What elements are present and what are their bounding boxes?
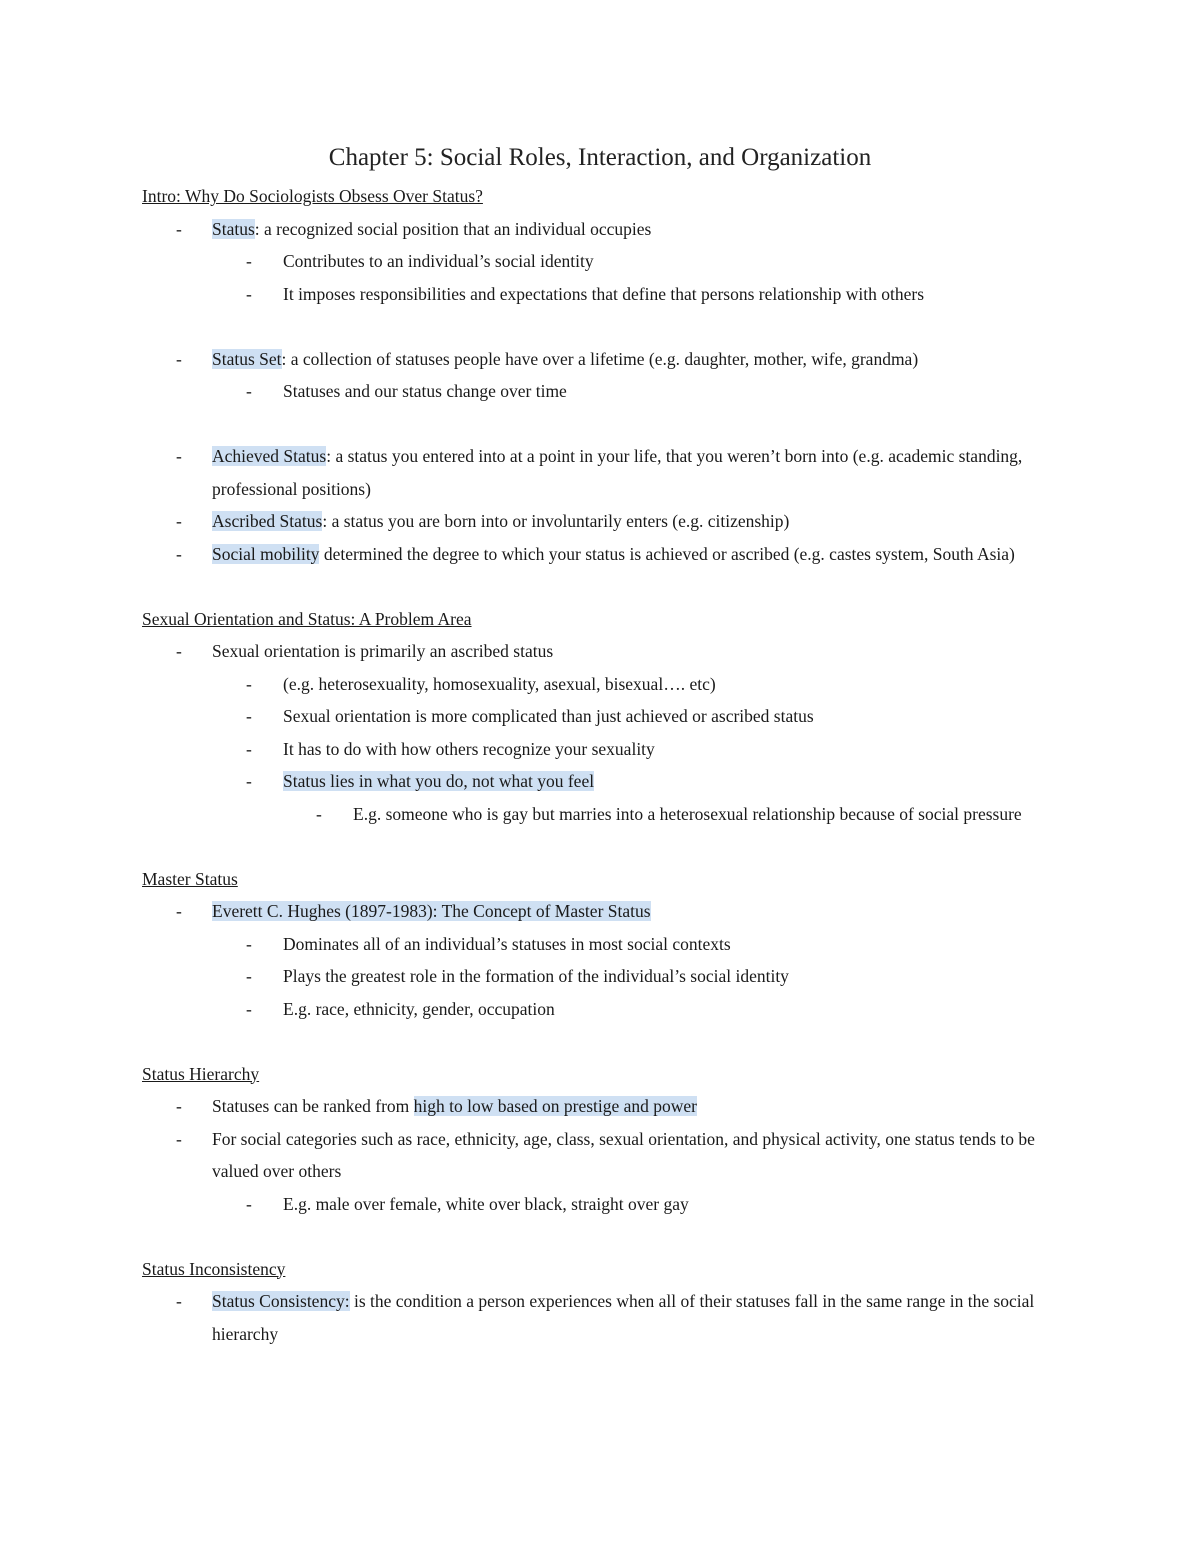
bullet-dash: - (246, 933, 252, 954)
bullet-dash: - (246, 706, 252, 726)
list-item-text: Statuses and our status change over time (283, 381, 567, 401)
list-item (142, 733, 1072, 766)
bullet-dash: - (246, 738, 252, 759)
list-item-achieved-status (142, 440, 1072, 505)
list-item (142, 278, 1072, 311)
list-item-text: It imposes responsibilities and expectations that define that persons relationship with others (283, 283, 925, 304)
list-item-text: It has to do with how others recognize your sexuality (283, 738, 655, 759)
bullet-dash: - (176, 1128, 182, 1149)
bullet-dash: - (246, 998, 252, 1019)
list-item-text: Plays the greatest role in the formation of the individual’s social identity (283, 966, 789, 986)
bullet-dash: - (176, 511, 182, 531)
list-item-text: Dominates all of an individual’s statuses in most social contexts (283, 933, 731, 954)
highlighted-text: high to low based on prestige and power (413, 1096, 698, 1116)
highlighted-term: Achieved Status (212, 446, 327, 466)
list-item (142, 798, 1072, 831)
bullet-dash: - (246, 673, 252, 694)
bullet-dash: - (246, 251, 252, 271)
list-item (142, 960, 1072, 993)
list-item-social-mobility (142, 538, 1072, 571)
definition-text: : a collection of statuses people have over a lifetime (e.g. daughter, mother, wife, grandma) (281, 348, 919, 369)
list-item (142, 635, 1072, 668)
document-body (142, 180, 1072, 1350)
section-heading-intro: Intro: Why Do Sociologists Obsess Over Status? (142, 186, 483, 206)
list-item-text: (e.g. heterosexuality, homosexuality, asexual, bisexual…. etc) (283, 673, 716, 694)
definition-text: : a recognized social position that an individual occupies (254, 218, 652, 239)
highlighted-text: Everett C. Hughes (1897-1983): The Concept of Master Status (212, 901, 651, 921)
bullet-dash: - (176, 901, 182, 921)
bullet-dash: - (316, 803, 322, 824)
list-item-text: For social categories such as race, ethnicity, age, class, sexual orientation, and physical activity, one status tends to be valued over others (212, 1128, 1035, 1181)
bullet-dash: - (246, 283, 252, 304)
bullet-dash: - (176, 543, 182, 564)
bullet-dash: - (176, 348, 182, 369)
highlighted-term: Status Set (212, 348, 282, 369)
list-item (142, 993, 1072, 1026)
bullet-dash: - (176, 218, 182, 239)
section-heading-status-inconsistency: Status Inconsistency (142, 1258, 286, 1279)
list-item (142, 1188, 1072, 1221)
section-heading-orientation: Sexual Orientation and Status: A Problem Area (142, 608, 472, 629)
list-item (142, 765, 1072, 798)
list-item (142, 245, 1072, 278)
list-item-text: Sexual orientation is more complicated than just achieved or ascribed status (283, 706, 814, 726)
list-item (142, 895, 1072, 928)
section-heading-status-hierarchy: Status Hierarchy (142, 1063, 260, 1084)
bullet-dash: - (176, 1291, 182, 1311)
list-item-ascribed-status (142, 505, 1072, 538)
list-item-status-consistency (142, 1285, 1072, 1350)
definition-text: : a status you are born into or involuntarily enters (e.g. citizenship) (322, 511, 790, 531)
bullet-dash: - (246, 1193, 252, 1214)
bullet-dash: - (246, 771, 252, 791)
highlighted-text: Status lies in what you do, not what you feel (283, 771, 595, 791)
highlighted-term: Ascribed Status (212, 511, 323, 531)
list-item-text: Contributes to an individual’s social identity (283, 251, 594, 271)
list-item (142, 928, 1072, 961)
highlighted-term: Status Consistency: (212, 1291, 350, 1311)
list-item-status-set (142, 343, 1072, 376)
bullet-dash: - (246, 966, 252, 986)
list-item-text: Statuses can be ranked from (212, 1096, 414, 1116)
definition-text: is the condition a person experiences when all of their statuses fall in the same range in the social hierarchy (212, 1291, 1035, 1344)
definition-text: determined the degree to which your status is achieved or ascribed (e.g. castes system, South Asia) (319, 543, 1015, 564)
highlighted-term: Status (212, 218, 255, 239)
list-item (142, 1123, 1072, 1188)
list-item (142, 668, 1072, 701)
list-item-text: E.g. male over female, white over black, straight over gay (283, 1193, 689, 1214)
bullet-dash: - (246, 381, 252, 401)
bullet-dash: - (176, 446, 182, 466)
page-title: Chapter 5: Social Roles, Interaction, and Organization (328, 144, 872, 171)
list-item (142, 375, 1072, 408)
list-item-text: Sexual orientation is primarily an ascribed status (212, 641, 554, 661)
list-item (142, 1090, 1072, 1123)
definition-text: : a status you entered into at a point in your life, that you weren’t born into (e.g. academic standing, professional positions) (212, 446, 1023, 499)
list-item-text: E.g. race, ethnicity, gender, occupation (283, 998, 555, 1019)
list-item-status (142, 213, 1072, 246)
highlighted-term: Social mobility (212, 543, 320, 564)
bullet-dash: - (176, 1096, 182, 1116)
bullet-dash: - (176, 641, 182, 661)
list-item-text: E.g. someone who is gay but marries into a heterosexual relationship because of social pressure (353, 803, 1022, 824)
section-heading-master-status: Master Status (142, 868, 238, 889)
list-item (142, 700, 1072, 733)
